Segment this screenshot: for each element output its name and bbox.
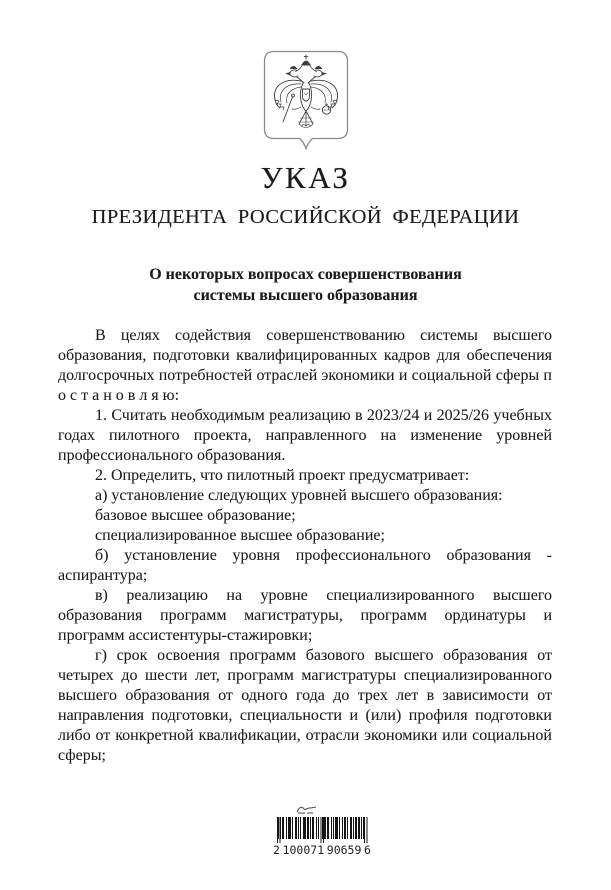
body-paragraph: 1. Считать необходимым реализацию в 2023/24 и 2025/26 учебных годах пилотного проекта, направленного на изменение уровней профессионального образования. xyxy=(58,407,552,464)
body-paragraph: а) установление следующих уровней высшего образования: xyxy=(95,487,503,504)
russia-coat-of-arms-icon xyxy=(263,50,349,152)
barcode-block xyxy=(272,804,372,856)
decree-title: УКАЗ xyxy=(260,160,351,195)
print-mark-icon xyxy=(296,804,318,815)
body-paragraph: В целях содействия совершенствованию системы высшего образования, подготовки квалифицированных кадров для обеспечения долгосрочных потребностей отраслей экономики и социальной сферы п о с т а н о в л я ю: xyxy=(58,327,552,404)
decree-issuer: ПРЕЗИДЕНТА РОССИЙСКОЙ ФЕДЕРАЦИИ xyxy=(91,206,520,228)
body-paragraph: в) реализацию на уровне специализированного высшего образования программ магистратуры, программ ординатуры и программ ассистентуры-стажировки; xyxy=(58,587,552,644)
body-paragraph: специализированное высшее образование; xyxy=(95,527,385,544)
body-paragraph: г) срок освоения программ базового высшего образования от четырех до шести лет, программ магистратуры специализированного высшего образования от одного года до трех лет в зависимости от направления подготовки, специальности и (или) профиля подготовки либо от конкретной квалификации, отрасли экономики или социальной сферы; xyxy=(58,647,552,764)
subject-line-2: системы высшего образования xyxy=(193,287,418,304)
decree-body xyxy=(58,326,552,766)
subject-line-1: О некоторых вопросах совершенствования xyxy=(149,266,462,283)
barcode-digit-group: 100071 xyxy=(282,843,325,857)
barcode-icon xyxy=(276,817,369,843)
barcode-digit-group: 90659 xyxy=(326,843,362,857)
body-paragraph: базовое высшее образование; xyxy=(95,507,296,524)
barcode-digit-group: 2 xyxy=(273,843,280,857)
body-paragraph: б) установление уровня профессионального образования - аспирантура; xyxy=(58,547,552,584)
barcode-digits xyxy=(273,844,371,856)
body-paragraph: 2. Определить, что пилотный проект предусматривает: xyxy=(95,467,470,484)
barcode-digit-group: 6 xyxy=(364,843,371,857)
decree-subject xyxy=(0,264,611,306)
coat-of-arms xyxy=(263,50,349,157)
